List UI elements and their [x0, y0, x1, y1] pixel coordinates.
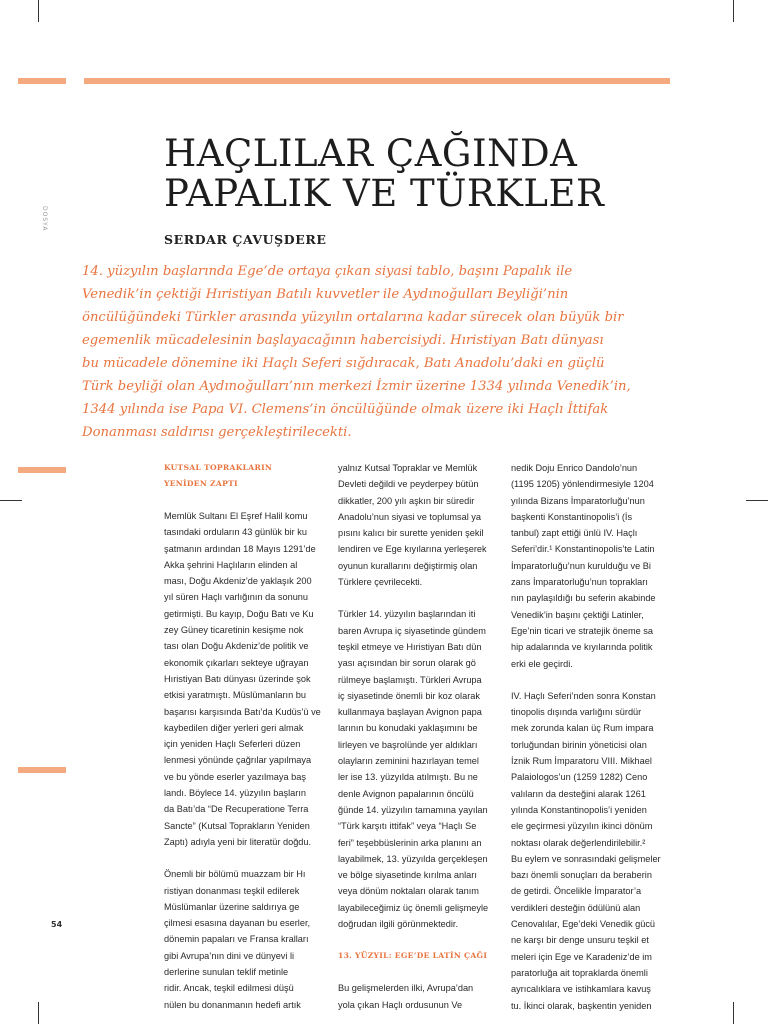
- body-line: zey Güney ticaretinin kesişme nok: [164, 625, 304, 636]
- body-line: pısını kalıcı bir surette yeniden şekil: [338, 528, 484, 539]
- paragraph-gap: [164, 850, 321, 866]
- body-line: oyunun kurallarını değiştirmiş olan: [338, 560, 478, 571]
- body-line: Zaptı) adıyla yeni bir literatür doğdu.: [164, 836, 312, 847]
- body-line: (1195 1205) yönlendirmesiyle 1204: [511, 479, 654, 490]
- body-line: erki ele geçirdi.: [511, 658, 573, 669]
- body-line: yola çıkan Haçlı ordusunun Ve: [338, 999, 463, 1010]
- text-column-2: [338, 460, 495, 1013]
- body-line: noktası olarak değerlendirilebilir.²: [511, 837, 646, 848]
- body-line: kaybedilen diğer yerleri geri almak: [164, 722, 304, 733]
- body-line: layabileceğimiz üç önemli gelişmeyle: [338, 902, 489, 913]
- crop-mark-bottom-left: [38, 1002, 39, 1024]
- body-line: nedik Doju Enrico Dandolo’nun: [511, 463, 638, 473]
- body-line: larının bu konudaki yaklaşımını be: [338, 723, 478, 734]
- body-line: lendiren ve Ege kıyılarına yerleşerek: [338, 544, 487, 555]
- subheading: 13. YÜZYIL: EGE’DE LATİN ÇAĞI: [338, 951, 488, 961]
- lead-line: öncülüğündeki Türkler arasında yüzyılın ortalarına kadar sürecek olan büyük bir: [82, 310, 624, 325]
- section-side-label: DOSYA: [41, 206, 48, 232]
- body-line: için yeniden Haçlı Seferleri düzen: [164, 739, 301, 750]
- body-line: kullanmaya başlayan Avignon papa: [338, 707, 482, 718]
- body-line: torluğundan birinin yöneticisi olan: [511, 739, 647, 750]
- header-bar-left: [18, 78, 66, 84]
- body-line: Türkler 14. yüzyılın başlarından iti: [338, 609, 476, 620]
- body-line: veya dönüm noktaları olarak tanım: [338, 886, 479, 897]
- body-line: IV. Haçlı Seferi’nden sonra Konstan: [511, 690, 656, 701]
- body-line: layabilmek, 13. yüzyılda gerçekleşen: [338, 853, 488, 864]
- body-line: Venedik’in başını çektiği Latinler,: [511, 609, 644, 620]
- crop-mark-top-right: [733, 0, 734, 22]
- body-line: Akka şehrini Haçlıların elinden al: [164, 559, 298, 570]
- body-line: meleri için Ege ve Karadeniz’de im: [511, 951, 652, 962]
- body-line: yalnız Kutsal Topraklar ve Memlük: [338, 463, 478, 473]
- body-line: Seferi’dir.¹ Konstantinopolis’te Latin: [511, 544, 655, 555]
- body-line: lenmesi yönünde çağrılar yapılmaya: [164, 755, 312, 766]
- body-line: derlerine sunulan teklif metinle: [164, 967, 289, 978]
- author-name: SERDAR ÇAVUŞDERE: [164, 232, 327, 247]
- body-line: ğünde 14. yüzyılın tamamına yayılan: [338, 804, 488, 815]
- body-line: hip adalarında ve kıyılarında politik: [511, 642, 653, 653]
- page-number: 54: [51, 920, 63, 929]
- body-line: bazı önemli sonuçları da beraberin: [511, 870, 652, 881]
- body-line: yası açısından bir sorun olarak gö: [338, 658, 476, 669]
- margin-bar-left-upper: [18, 467, 66, 473]
- body-line: de getirdi. Öncelikle İmparator’a: [511, 886, 642, 897]
- body-line: teşkil etmeye ve Hıristiyan Batı dün: [338, 641, 482, 652]
- body-line: baren Avrupa iç siyasetinde gündem: [338, 625, 486, 636]
- title-line-1: HAÇLILAR ÇAĞINDA: [164, 132, 578, 175]
- subheading: YENİDEN ZAPTI: [164, 479, 238, 488]
- body-line: landı. Böylece 14. yüzyılın başların: [164, 788, 306, 799]
- body-line: Memlük Sultanı El Eşref Halil komu: [164, 511, 308, 521]
- body-line: ler ise 13. yüzyılda atılmıştı. Bu ne: [338, 772, 478, 783]
- body-line: valıların da desteğini alarak 1261: [511, 788, 646, 799]
- text-column-1: [164, 460, 321, 1013]
- body-line: dönemin papaları ve Fransa kralları: [164, 934, 309, 945]
- body-line: İznik Rum İmparatoru VIII. Mikhael: [511, 756, 652, 767]
- body-line: şatmanın ardından 18 Mayıs 1291’de: [164, 543, 316, 554]
- header-bar-main: [84, 78, 670, 84]
- body-line: nülen bu donanmanın hedefi artık: [164, 999, 301, 1010]
- crop-mark-bottom-right: [733, 1002, 734, 1024]
- paragraph-gap: [338, 932, 495, 948]
- body-line: olayların zeminini hazırlayan temel: [338, 756, 479, 767]
- body-line: mek zorunda kalan üç Rum impara: [511, 723, 654, 734]
- body-line: tinopolis dışında varlığını sürdür: [511, 707, 642, 718]
- body-line: Hıristiyan Batı dünyası üzerinde şok: [164, 673, 311, 684]
- paragraph-gap: [511, 672, 668, 688]
- paragraph-gap: [338, 590, 495, 606]
- margin-bar-left-lower: [18, 767, 66, 773]
- body-line: dikkatler, 200 yılı aşkın bir süredir: [338, 495, 475, 506]
- body-line: ristiyan donanması teşkil edilerek: [164, 885, 300, 896]
- paragraph-gap: [164, 492, 321, 508]
- body-line: ne karşı bir denge unsuru teşkil et: [511, 935, 649, 946]
- body-line: başkenti Konstantinopolis’i (İs: [511, 511, 633, 522]
- body-line: da Batı’da “De Recuperatione Terra: [164, 804, 309, 815]
- body-line: zans İmparatorluğu’nun toprakları: [511, 577, 648, 588]
- body-line: ekonomik çıkarları sekteye uğrayan: [164, 657, 309, 668]
- body-line: çilmesi esasına dayanan bu eserler,: [164, 918, 311, 929]
- body-line: Müslümanlar üzerine saldırıya ge: [164, 901, 300, 912]
- body-line: yılında Bizans İmparatorluğu’nun: [511, 495, 645, 506]
- body-line: Palaiologos’un (1259 1282) Ceno: [511, 772, 648, 783]
- body-line: Devleti değildi ve peyderpey bütün: [338, 479, 479, 490]
- body-line: Türklere çevrilecekti.: [338, 577, 423, 588]
- crop-mark-top-left: [38, 0, 39, 22]
- body-line: verdikleri desteğin ödülünü alan: [511, 902, 641, 913]
- body-line: lirleyen ve başrolünde yer aldıkları: [338, 739, 478, 750]
- body-line: getirmişti. Bu kayıp, Doğu Batı ve Ku: [164, 608, 314, 619]
- body-line: yıl süren Haçlı varlığının da sonunu: [164, 592, 309, 603]
- lead-line: 1344 yılında ise Papa VI. Clemens’in öncülüğünde olmak üzere iki Haçlı İttifak: [82, 402, 609, 417]
- body-line: Bu eylem ve sonrasındaki gelişmeler: [511, 853, 661, 864]
- body-line: Bu gelişmelerden ilki, Avrupa’dan: [338, 983, 474, 994]
- body-line: ridir. Ancak, teşkil edilmesi düşü: [164, 983, 294, 994]
- article-title: [164, 134, 724, 214]
- body-line: başarısı karşısında Batı’da Kudüs’ü ve: [164, 706, 321, 717]
- body-line: etkisi yaratmıştı. Müslümanların bu: [164, 690, 306, 701]
- body-line: gibi Avrupa’nın dini ve dünyevi li: [164, 950, 295, 961]
- body-line: Ege’nin ticari ve stratejik öneme sa: [511, 625, 653, 636]
- text-column-3: [511, 460, 668, 1014]
- body-line: “Türk karşıtı ittifak” veya “Haçlı Se: [338, 821, 477, 832]
- body-line: feri” teşebbüslerinin arka planını an: [338, 837, 482, 848]
- crop-mark-right-mid: [746, 500, 768, 501]
- title-line-2: PAPALIK VE TÜRKLER: [164, 172, 605, 215]
- body-line: paratorluğa ait topraklarda önemli: [511, 967, 648, 978]
- body-line: ayrıcalıklara ve istihkamlara kavuş: [511, 984, 651, 995]
- body-line: tu. İkinci olarak, başkentin yeniden: [511, 1000, 652, 1011]
- body-line: ması, Doğu Akdeniz’de yaklaşık 200: [164, 576, 312, 587]
- body-line: rülmeye başlamıştı. Türkleri Avrupa: [338, 674, 482, 685]
- body-line: ve bu yönde eserler yazılmaya baş: [164, 771, 306, 782]
- body-line: tasındaki orduların 43 günlük bir ku: [164, 527, 308, 538]
- body-line: ve bölge siyasetinde kırılma anları: [338, 870, 477, 881]
- paragraph-gap: [338, 964, 495, 980]
- body-line: tanbul) zapt ettiği ünlü IV. Haçlı: [511, 528, 638, 539]
- lead-line: bu mücadele dönemine iki Haçlı Seferi sığdıracak, Batı Anadolu’daki en güçlü: [82, 356, 605, 371]
- lead-line: egemenlik mücadelesinin başlayacağının habercisiydi. Hıristiyan Batı dünyası: [82, 333, 604, 348]
- body-line: Anadolu’nun siyasi ve toplumsal ya: [338, 511, 481, 522]
- body-line: ele geçirmesi yüzyılın ikinci dönüm: [511, 821, 653, 832]
- body-line: Cenovalılar, Ege’deki Venedik gücü: [511, 919, 656, 930]
- body-line: iç siyasetinde önemli bir koz olarak: [338, 690, 480, 701]
- body-line: Sancte” (Kutsal Toprakların Yeniden: [164, 820, 310, 831]
- body-line: Önemli bir bölümü muazzam bir Hı: [164, 869, 306, 880]
- lead-line: Venedik’in çektiği Hıristiyan Batılı kuvvetler ile Aydınoğulları Beyliği’nin: [82, 287, 569, 302]
- body-line: tası olan Doğu Akdeniz’de politik ve: [164, 641, 309, 652]
- body-line: doğrudan ilgili görünmektedir.: [338, 919, 459, 930]
- lead-line: 14. yüzyılın başlarında Ege’de ortaya çıkan siyasi tablo, başını Papalık ile: [82, 264, 573, 279]
- lead-line: Türk beyliği olan Aydınoğulları’nın merkezi İzmir üzerine 1334 yılında Venedik’in,: [82, 379, 631, 394]
- body-line: denle Avignon papalarının öncülü: [338, 788, 474, 799]
- subheading: KUTSAL TOPRAKLARIN: [164, 463, 273, 472]
- lead-line: Donanması saldırısı gerçekleştirilecekti.: [82, 425, 352, 440]
- body-line: İmparatorluğu’nun kurulduğu ve Bi: [511, 560, 651, 571]
- body-line: yılında Konstantinopolis’i yeniden: [511, 804, 647, 815]
- lead-paragraph: [82, 260, 712, 444]
- crop-mark-left-mid: [0, 500, 22, 501]
- body-line: nın paylaşıldığı bu seferin akabinde: [511, 593, 656, 604]
